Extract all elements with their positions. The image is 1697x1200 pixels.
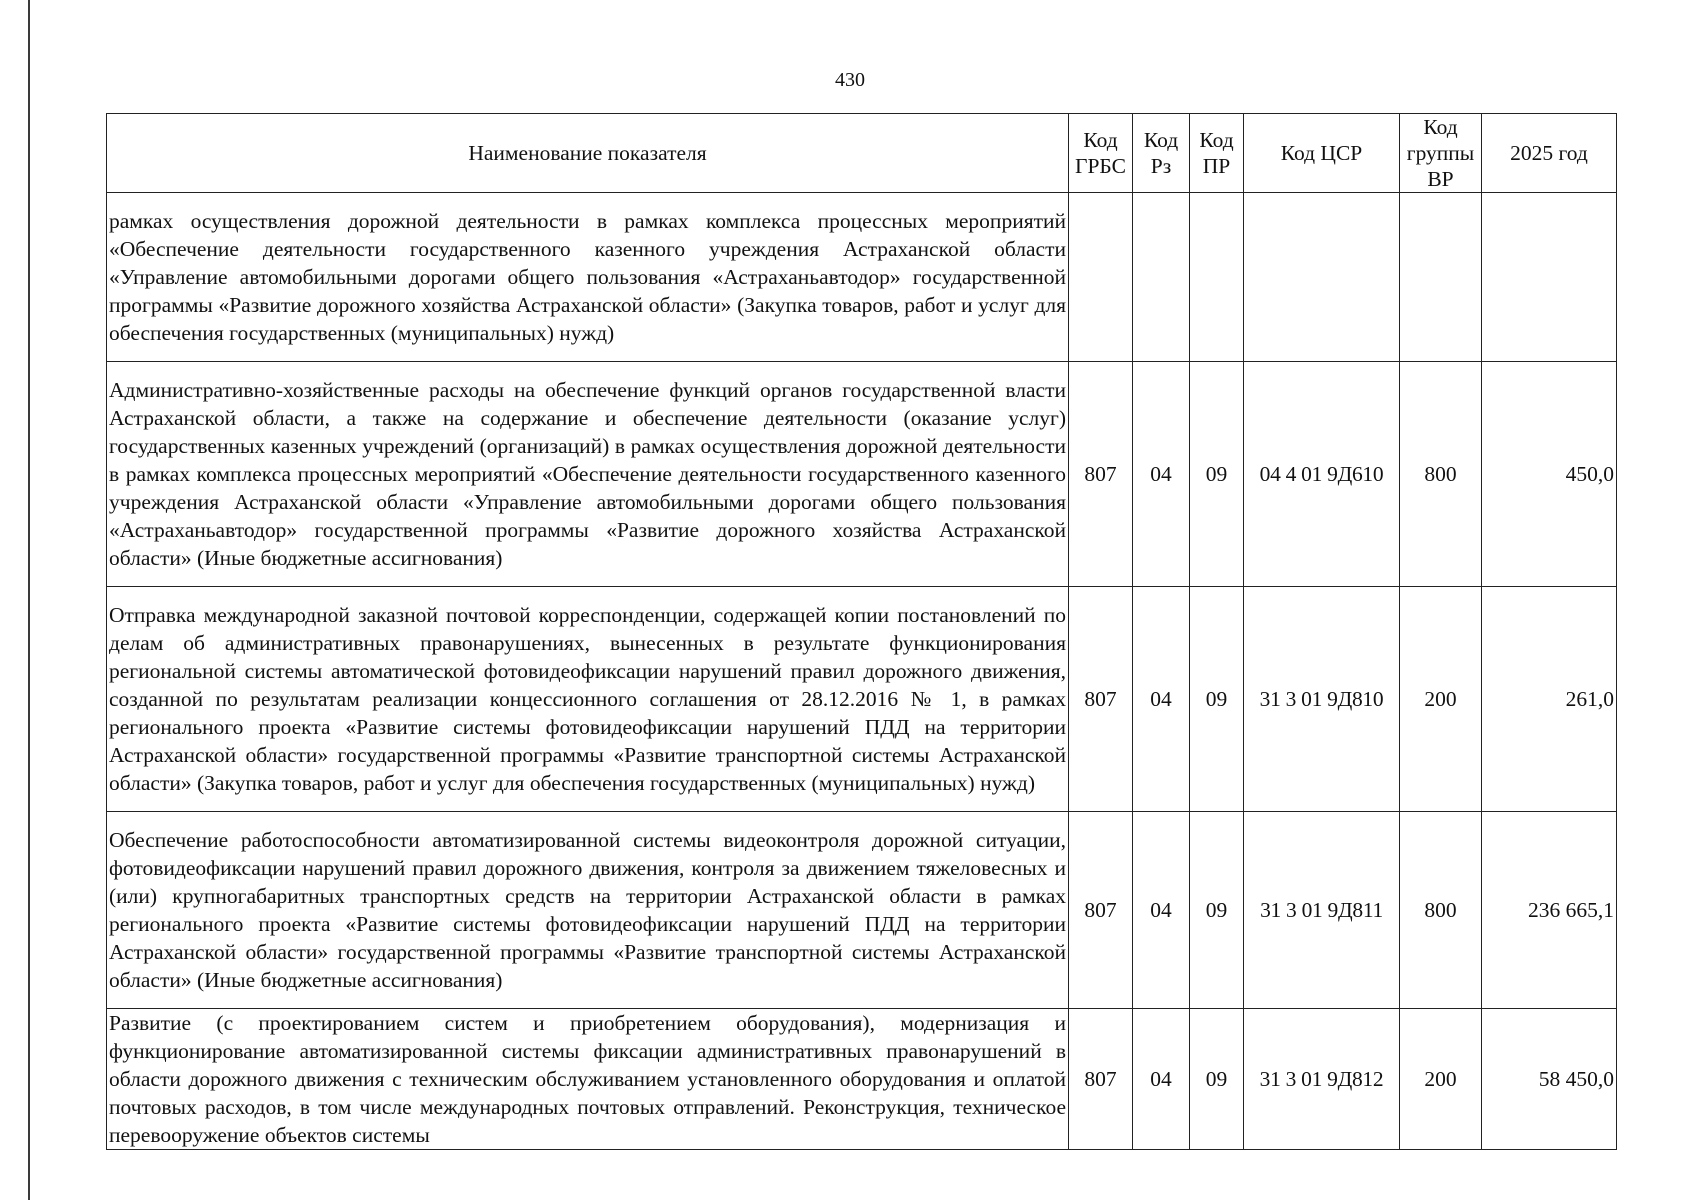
row-name: Обеспечение работоспособности автоматизированной системы видеоконтроля дорожной ситуации, фотовидеофиксации нарушений правил дорожного движения, контроля за движением тяжеловесных и (или) крупногабаритных транспортных средств на территории Астраханской области в рамках регионального проекта «Развитие системы фотовидеофиксации нарушений ПДД на территории Астраханской области» государственной программы «Развитие транспортной системы Астраханской области» (Иные бюджетные ассигнования) [107, 812, 1069, 1009]
row-amount [1482, 193, 1617, 362]
table-row [107, 587, 1617, 812]
row-vr: 800 [1400, 362, 1482, 587]
row-rz [1133, 193, 1190, 362]
page-left-edge-line [28, 0, 30, 1200]
row-name: Отправка международной заказной почтовой корреспонденции, содержащей копии постановлений по делам об административных правонарушениях, вынесенных в результате функционирования региональной системы автоматической фотовидеофиксации нарушений правил дорожного движения, созданной по результатам реализации концессионного соглашения от 28.12.2016 № 1, в рамках регионального проекта «Развитие системы фотовидеофиксации нарушений ПДД на территории Астраханской области» государственной программы «Развитие транспортной системы Астраханской области» (Закупка товаров, работ и услуг для обеспечения государственных (муниципальных) нужд) [107, 587, 1069, 812]
row-pr [1190, 193, 1244, 362]
header-name: Наименование показателя [107, 114, 1069, 193]
header-row [107, 114, 1617, 193]
row-csr: 31 3 01 9Д812 [1244, 1009, 1400, 1150]
table-row [107, 193, 1617, 362]
header-grbs: Код ГРБС [1069, 114, 1133, 193]
row-csr: 04 4 01 9Д610 [1244, 362, 1400, 587]
row-vr: 800 [1400, 812, 1482, 1009]
row-name: рамках осуществления дорожной деятельности в рамках комплекса процессных мероприятий «Обеспечение деятельности государственного казенного учреждения Астраханской области «Управление автомобильными дорогами общего пользования «Астраханьавтодор» государственной программы «Развитие дорожного хозяйства Астраханской области» (Закупка товаров, работ и услуг для обеспечения государственных (муниципальных) нужд) [107, 193, 1069, 362]
header-pr: Код ПР [1190, 114, 1244, 193]
row-csr: 31 3 01 9Д811 [1244, 812, 1400, 1009]
header-csr: Код ЦСР [1244, 114, 1400, 193]
row-csr: 31 3 01 9Д810 [1244, 587, 1400, 812]
row-grbs: 807 [1069, 812, 1133, 1009]
table-row [107, 1009, 1617, 1150]
row-grbs: 807 [1069, 587, 1133, 812]
row-name-cell [107, 1009, 1069, 1150]
table-body [107, 193, 1617, 1150]
table-header [107, 114, 1617, 193]
header-year: 2025 год [1482, 114, 1617, 193]
row-grbs: 807 [1069, 362, 1133, 587]
row-rz: 04 [1133, 812, 1190, 1009]
row-vr: 200 [1400, 587, 1482, 812]
row-name: Развитие (с проектированием систем и приобретением оборудования), модернизация и функционирование автоматизированной системы фиксации административных правонарушений в области дорожного движения с техническим обслуживанием установленного оборудования и оплатой почтовых расходов, в том числе международных почтовых отправлений. Реконструкция, техническое перевооружение объектов системы [109, 1011, 1066, 1147]
table-row [107, 812, 1617, 1009]
row-rz: 04 [1133, 362, 1190, 587]
row-amount: 236 665,1 [1482, 812, 1617, 1009]
budget-table [106, 113, 1617, 1150]
row-grbs: 807 [1069, 1009, 1133, 1150]
row-amount: 58 450,0 [1482, 1009, 1617, 1150]
row-pr: 09 [1190, 1009, 1244, 1150]
row-vr [1400, 193, 1482, 362]
row-pr: 09 [1190, 362, 1244, 587]
row-rz: 04 [1133, 1009, 1190, 1150]
row-amount: 450,0 [1482, 362, 1617, 587]
row-csr [1244, 193, 1400, 362]
row-vr: 200 [1400, 1009, 1482, 1150]
row-amount: 261,0 [1482, 587, 1617, 812]
row-pr: 09 [1190, 587, 1244, 812]
row-name: Административно-хозяйственные расходы на обеспечение функций органов государственной власти Астраханской области, а также на содержание и обеспечение деятельности (оказание услуг) государственных казенных учреждений (организаций) в рамках осуществления дорожной деятельности в рамках комплекса процессных мероприятий «Обеспечение деятельности государственного казенного учреждения Астраханской области «Управление автомобильными дорогами общего пользования «Астраханьавтодор» государственной программы «Развитие дорожного хозяйства Астраханской области» (Иные бюджетные ассигнования) [107, 362, 1069, 587]
row-grbs [1069, 193, 1133, 362]
header-vr: Код группы ВР [1400, 114, 1482, 193]
row-rz: 04 [1133, 587, 1190, 812]
table-row [107, 362, 1617, 587]
page-number: 430 [835, 69, 865, 91]
row-pr: 09 [1190, 812, 1244, 1009]
header-rz: Код Рз [1133, 114, 1190, 193]
